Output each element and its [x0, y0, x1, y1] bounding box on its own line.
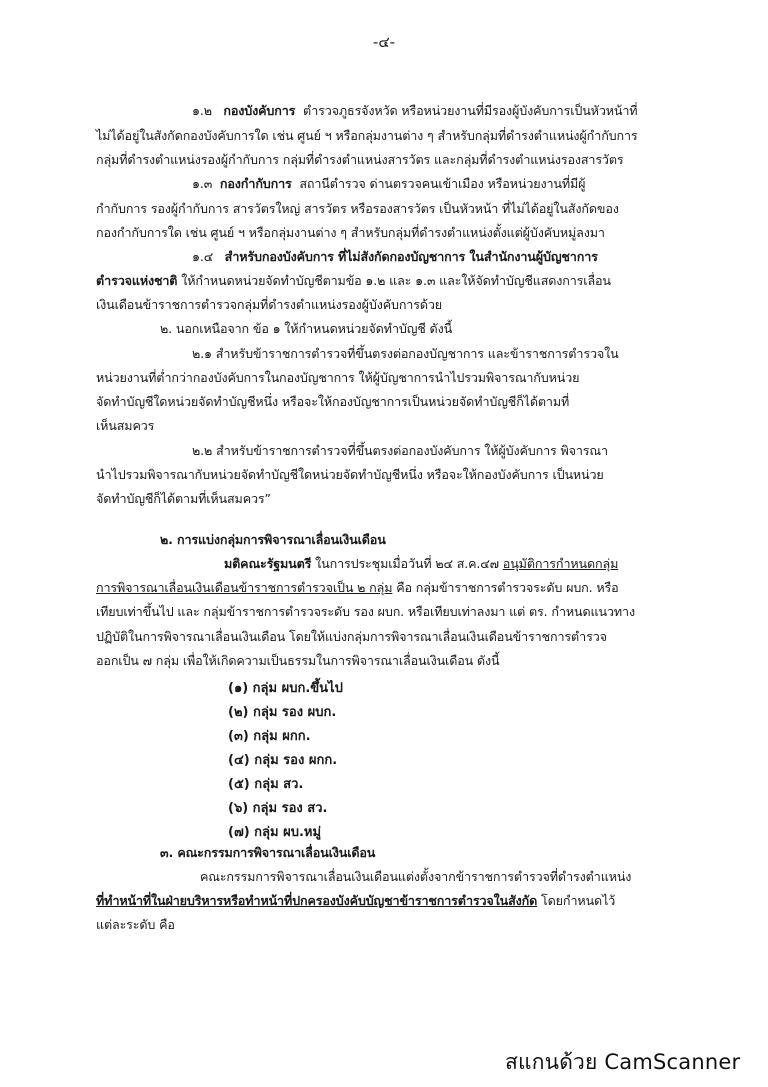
cabinet-line4: ปฏิบัติในการพิจารณาเลื่อนเงินเดือน โดยให้แบ่งกลุ่มการพิจารณาเลื่อนเงินเดือนข้าราชการตำรวจ — [96, 629, 607, 644]
section-2-2-line3: จัดทำบัญชีก็ได้ตามที่เห็นสมควร” — [96, 491, 271, 506]
group-item-6: (๖) กลุ่ม รอง สว. — [228, 801, 328, 816]
section-2-1-line3: จัดทำบัญชีใดหน่วยจัดทำบัญชีหนึ่ง หรือจะให้กองบัญชาการเป็นหน่วยจัดทำบัญชีก็ได้ตามที่ — [96, 394, 570, 409]
heading-2: ๒. การแบ่งกลุ่มการพิจารณาเลื่อนเงินเดือน — [160, 532, 386, 547]
cabinet-line1 — [224, 556, 768, 572]
cabinet-lead: มติคณะรัฐมนตรี — [224, 556, 312, 571]
cabinet-line3: เทียบเท่าขึ้นไป และ กลุ่มข้าราชการตำรวจระดับ รอง ผบก. หรือเทียบเท่าลงมา แต่ ตร. กำหนดแนวทาง — [96, 604, 635, 619]
paragraph-text: สถานีตำรวจ ด่านตรวจคนเข้าเมือง หรือหน่วยงานที่มีผู้ — [299, 176, 586, 191]
section-1-4-line2 — [96, 273, 696, 289]
section-2-1-line4: เห็นสมควร — [96, 418, 155, 433]
group-item-4: (๔) กลุ่ม รอง ผกก. — [228, 753, 338, 768]
committee-line1: คณะกรรมการพิจารณาเลื่อนเงินเดือนแต่งตั้งจากข้าราชการตำรวจที่ดำรงตำแหน่ง — [200, 869, 632, 884]
section-2-1-line1: ๒.๑ สำหรับข้าราชการตำรวจที่ขึ้นตรงต่อกองบัญชาการ และข้าราชการตำรวจใน — [192, 346, 619, 361]
underlined-text: อนุมัติการกำหนดกลุ่ม — [502, 556, 619, 571]
paragraph-text: ในการประชุมเมื่อวันที่ ๒๔ ส.ค.๔๗ — [311, 556, 503, 571]
cabinet-line5: ออกเป็น ๗ กลุ่ม เพื่อให้เกิดความเป็นธรรมในการพิจารณาเลื่อนเงินเดือน ดังนี้ — [96, 653, 500, 668]
heading-3: ๓. คณะกรรมการพิจารณาเลื่อนเงินเดือน — [160, 845, 376, 860]
section-heading: กองกำกับการ — [219, 176, 292, 191]
page-number: -๔- — [372, 33, 396, 51]
group-item-5: (๕) กลุ่ม สว. — [228, 777, 304, 792]
underlined-text: การพิจารณาเลื่อนเงินเดือนข้าราชการตำรวจเป็น ๒ กลุ่ม — [96, 580, 393, 595]
section-number: ๑.๒ — [192, 103, 212, 118]
section-1-4-line1 — [192, 249, 768, 265]
camscanner-watermark: สแกนด้วย CamScanner — [505, 1050, 741, 1074]
section-2-1-line2: หน่วยงานที่ต่ำกว่ากองบังคับการในกองบัญชาการ ให้ผู้บัญชาการนำไปรวมพิจารณากับหน่วย — [96, 370, 580, 385]
section-1-3-line1 — [192, 176, 768, 192]
committee-line2 — [96, 893, 696, 909]
section-heading-cont: ตำรวจแห่งชาติ — [96, 273, 178, 288]
underlined-text: ที่ทำหน้าที่ในฝ่ายบริหารหรือทำหน้าที่ปกครองบังคับบัญชาข้าราชการตำรวจในสังกัด — [96, 893, 538, 908]
section-1-2-line1 — [192, 103, 768, 119]
paragraph-text: ตำรวจภูธรจังหวัด หรือหน่วยงานที่มีรองผู้บังคับการเป็นหัวหน้าที่ — [303, 103, 638, 118]
section-2-2-line1: ๒.๒ สำหรับข้าราชการตำรวจที่ขึ้นตรงต่อกองบังคับการ ให้ผู้บังคับการ พิจารณา — [192, 443, 608, 458]
group-item-2: (๒) กลุ่ม รอง ผบก. — [228, 705, 337, 720]
section-1-4-line3: เงินเดือนข้าราชการตำรวจกลุ่มที่ดำรงตำแหน่งรองผู้บังคับการด้วย — [96, 297, 443, 312]
group-item-1: (๑) กลุ่ม ผบก.ขึ้นไป — [228, 681, 343, 696]
section-heading: สำหรับกองบังคับการ ที่ไม่สังกัดกองบัญชาการ ในสำนักงานผู้บัญชาการ — [224, 249, 598, 264]
committee-line3: แต่ละระดับ คือ — [96, 917, 175, 932]
paragraph-text: โดยกำหนดไว้ — [537, 893, 616, 908]
section-number: ๑.๔ — [192, 249, 214, 264]
section-number: ๑.๓ — [192, 176, 213, 191]
section-1-2-line3: กลุ่มที่ดำรงตำแหน่งรองผู้กำกับการ กลุ่มที่ดำรงตำแหน่งสารวัตร และกลุ่มที่ดำรงตำแหน่งรองสารวัตร — [96, 152, 624, 167]
section-1-2-line2: ไม่ได้อยู่ในสังกัดกองบังคับการใด เช่น ศูนย์ ฯ หรือกลุ่มงานต่าง ๆ สำหรับกลุ่มที่ดำรงตำแหน่งผู้กำกับการ — [96, 128, 638, 143]
cabinet-line2 — [96, 580, 696, 596]
group-item-7: (๗) กลุ่ม ผบ.หมู่ — [228, 825, 322, 840]
section-1-3-line3: กองกำกับการใด เช่น ศูนย์ ฯ หรือกลุ่มงานต่าง ๆ สำหรับกลุ่มที่ดำรงตำแหน่งตั้งแต่ผู้บังคับหมู่ลงมา — [96, 225, 605, 240]
paragraph-text: ให้กำหนดหน่วยจัดทำบัญชีตามข้อ ๑.๒ และ ๑.๓ และให้จัดทำบัญชีแสดงการเลื่อน — [181, 273, 611, 288]
group-item-3: (๓) กลุ่ม ผกก. — [228, 729, 311, 744]
section-2-2-line2: นำไปรวมพิจารณากับหน่วยจัดทำบัญชีใดหน่วยจัดทำบัญชีหนึ่ง หรือจะให้กองบังคับการ เป็นหน่วย — [96, 467, 604, 482]
section-1-3-line2: กำกับการ รองผู้กำกับการ สารวัตรใหญ่ สารวัตร หรือรองสารวัตร เป็นหัวหน้า ที่ไม่ได้อยู่ในสังกัดของ — [96, 201, 619, 216]
paragraph-text: คือ กลุ่มข้าราชการตำรวจระดับ ผบก. หรือ — [392, 580, 619, 595]
section-heading: กองบังคับการ — [223, 103, 296, 118]
section-2-intro: ๒. นอกเหนือจาก ข้อ ๑ ให้กำหนดหน่วยจัดทำบัญชี ดังนี้ — [160, 321, 453, 336]
